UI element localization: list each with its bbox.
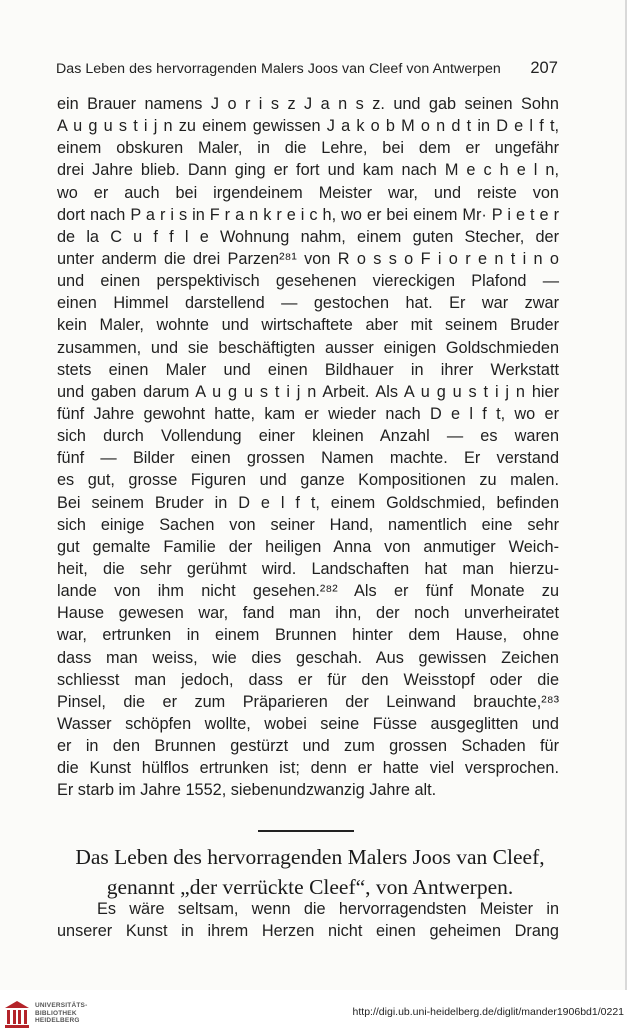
text-line: war, ertrunken in einem Brunnen hinter dem Hause, ohne (57, 626, 559, 645)
library-name-line: HEIDELBERG (35, 1017, 80, 1024)
text-line: die Kunst hülflos ertrunken ist; denn er hatte viel versprochen. (57, 759, 559, 778)
library-name-line: UNIVERSITÄTS- (35, 1002, 88, 1009)
text-line: drei Jahre blieb. Dann ging er fort und kam nach M e c h e l n, (57, 161, 559, 180)
text-line: ein Brauer namens J o r i s z J a n s z. und gab seinen Sohn (57, 95, 559, 113)
running-head-title: Das Leben des hervorragenden Malers Joos van Cleef von Antwerpen (56, 61, 501, 77)
running-head (56, 61, 558, 83)
chapter-heading-line-1: Das Leben des hervorragenden Malers Joos van Cleef, (75, 845, 545, 869)
text-line: Es wäre seltsam, wenn die hervorragendsten Meister in (97, 900, 559, 918)
text-line: gut gemalte Familie der heiligen Anna von anmutiger Weich- (57, 537, 559, 556)
page-number: 207 (530, 59, 558, 77)
text-line: Bei seinem Bruder in D e l f t, einem Goldschmied, befinden (57, 493, 559, 512)
university-library-logo-icon (4, 1000, 30, 1028)
chapter-heading-line-2: genannt „der verrückte Cleef“, von Antwerpen. (106, 875, 514, 899)
text-line: lande von ihm nicht gesehen.²⁸² Als er fünf Monate zu (57, 582, 559, 601)
text-line: unserer Kunst in ihrem Herzen nicht einen geheimen Drang (57, 922, 559, 941)
text-line: und gaben darum A u g u s t i j n Arbeit. Als A u g u s t i j n hier (57, 382, 559, 401)
text-line: kein Maler, wohnte und wirtschaftete aber mit seinem Bruder (57, 316, 559, 335)
text-line: stets einen Maler und einen Bildhauer in ihrer Werkstatt (57, 360, 559, 379)
text-line: heit, die sehr gerühmt wird. Landschaften hat man hierzu- (57, 559, 559, 578)
text-line: Er starb im Jahre 1552, siebenundzwanzig Jahre alt. (57, 781, 437, 800)
text-line: Hause gewesen war, fand man ihn, der noch unverheiratet (57, 604, 559, 623)
source-url-link[interactable]: http://digi.ub.uni-heidelberg.de/diglit/mander1906bd1/0221 (352, 1006, 624, 1018)
text-line: Pinsel, die er zum Präparieren der Leinwand brauchte,²⁸³ (57, 692, 559, 711)
text-line: einen Himmel darstellend — gestochen hat. Er war zwar (57, 294, 559, 313)
text-line: Wasser schöpfen wollte, wobei seine Füsse ausgeglitten und (57, 714, 559, 733)
text-line: er in den Brunnen gestürzt und zum grossen Schaden für (57, 737, 559, 756)
text-line: und einen perspektivisch gesehenen viereckigen Plafond — (57, 272, 559, 291)
text-line: wo er auch bei irgendeinem Meister war, und reiste von (57, 183, 559, 202)
library-name-line: BIBLIOTHEK (35, 1009, 77, 1017)
chapter-intro (57, 898, 559, 942)
text-line: dort nach P a r i s in F r a n k r e i c h, wo er bei einem Mr· P i e t e r (57, 205, 559, 224)
text-line: zusammen, und sie beschäftigten ausser einigen Goldschmieden (57, 338, 559, 357)
section-divider (258, 830, 354, 832)
text-line: fünf Jahre gewohnt hatte, kam er wieder nach D e l f t, wo er (57, 404, 559, 423)
text-line: dass man weiss, wie dies geschah. Aus gewissen Zeichen (57, 648, 559, 667)
text-line: fünf — Bilder einen grossen Namen machte. Er verstand (57, 449, 559, 468)
text-line: sich einige Sachen von seiner Hand, namentlich eine sehr (57, 515, 559, 534)
text-line: es gut, grosse Figuren und ganze Kompositionen zu malen. (57, 471, 559, 490)
body-text (57, 93, 559, 802)
text-line: A u g u s t i j n zu einem gewissen J a k o b M o n d t in D e l f t, (57, 117, 559, 136)
library-name (35, 1002, 87, 1025)
chapter-heading (50, 842, 570, 902)
text-line: unter anderm die drei Parzen²⁸¹ von R o s s o F i o r e n t i n o (57, 249, 559, 268)
text-line: sich durch Vollendung einer kleinen Anzahl — es waren (57, 427, 559, 446)
text-line: schliesst man jedoch, dass er für den Weisstopf oder die (57, 670, 559, 689)
text-line: de la C u f f l e Wohnung nahm, einem guten Stecher, der (57, 227, 559, 246)
text-line: einem obskuren Maler, in die Lehre, bei dem er ungefähr (57, 139, 559, 158)
